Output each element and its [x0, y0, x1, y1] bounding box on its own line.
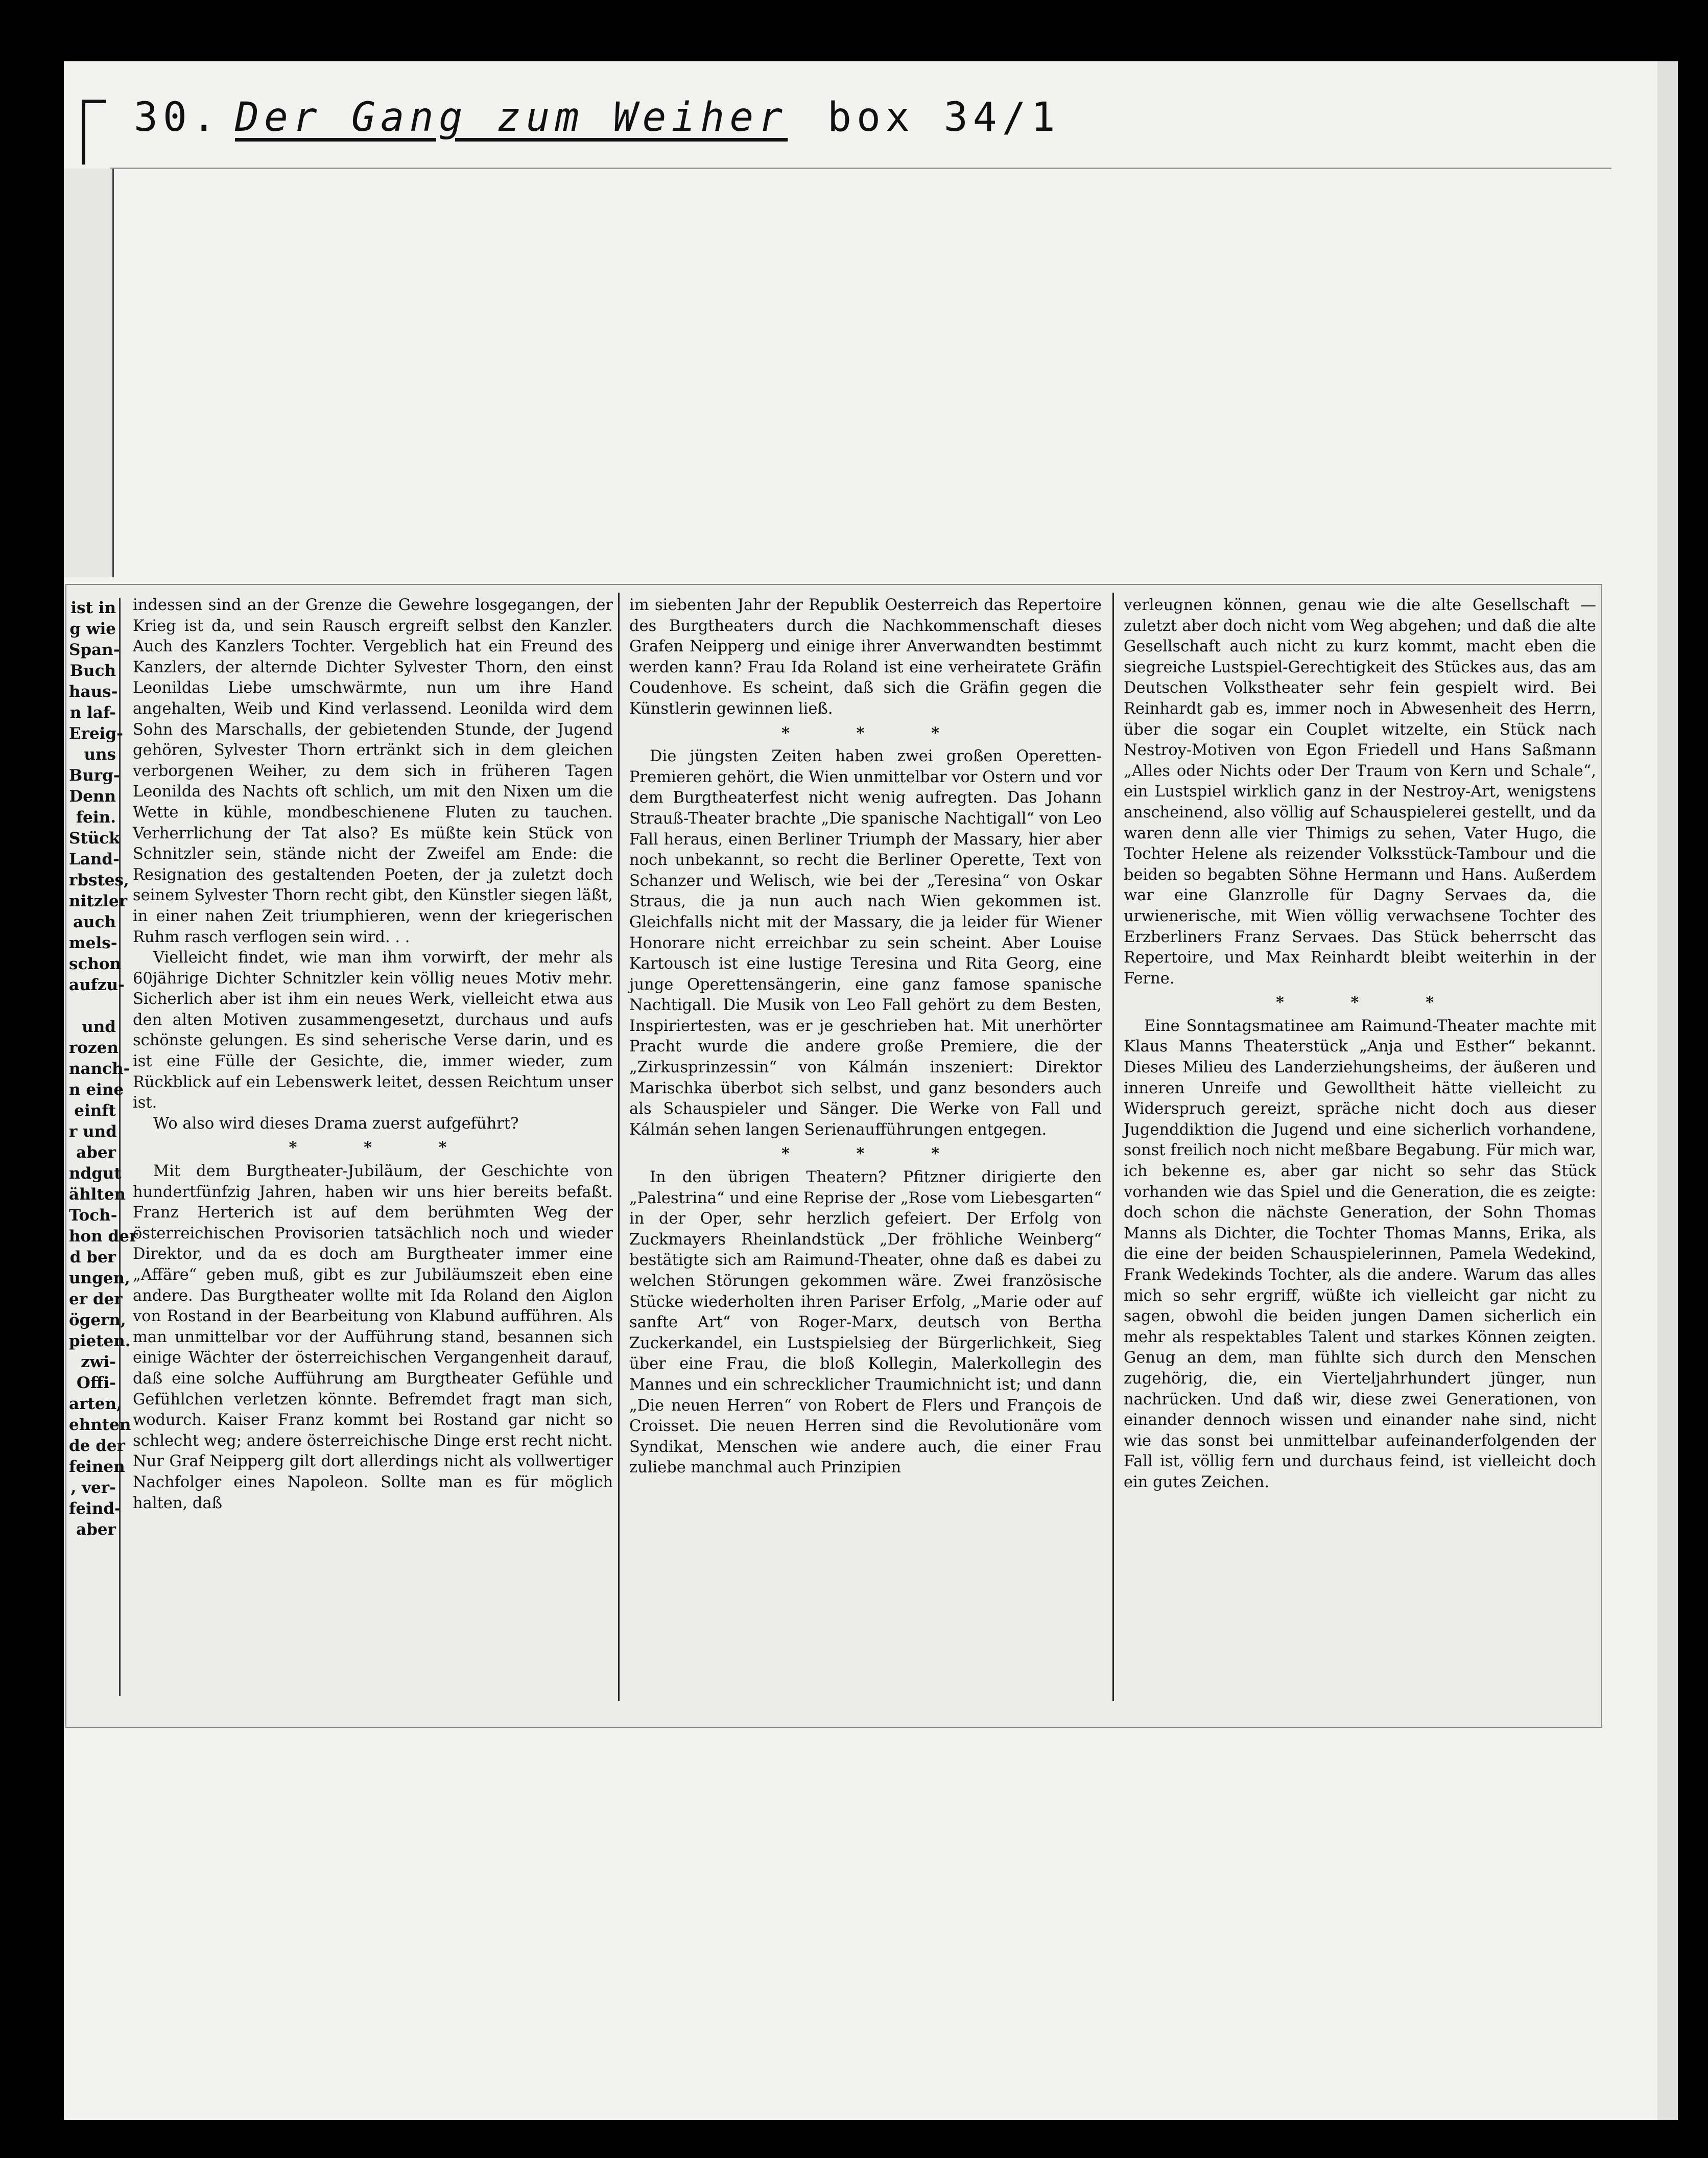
column-divider — [618, 593, 620, 1701]
article-paragraph: Mit dem Burgtheater-Jubiläum, der Geschichte von hundertfünfzig Jahren, haben wir uns hier bereits befaßt. Franz Herterich ist auf dem berühmten Weg der österreichischen Provisorien tatsächlich noch und wieder Direktor, und da es doch am Burgtheater immer eine „Affäre“ geben muß, gibt es zur Jubiläumszeit eben eine andere. Das Burgtheater wollte mit Ida Roland den Aiglon von Rostand in der Bearbeitung von Klabund aufführen. Als man unmittelbar vor der Aufführung stand, besannen sich einige Wächter der österreichischen Vergangenheit darauf, daß eine solche Aufführung am Burgtheater Gefühle und Gefühlchen verletzen könnte. Befremdet fragt man sich, wodurch. Kaiser Franz kommt bei Rostand gar nicht so schlecht weg; andere österreichische Dinge erst recht nicht. Nur Graf Neipperg gilt dort allerdings nicht als vollwertiger Nachfolger eines Napoleon. Sollte man es für möglich halten, daß — [133, 1162, 613, 1512]
fragment-line: einft — [74, 1101, 116, 1120]
fragment-line: und — [82, 1018, 116, 1036]
article-column-1 — [133, 595, 613, 1704]
fragment-line: Land- — [69, 850, 120, 869]
fragment-line: rbstes, — [69, 871, 129, 889]
fragment-line: pieten. — [69, 1332, 131, 1350]
fragment-line — [69, 996, 119, 1017]
fragment-line: ehnten — [69, 1416, 131, 1434]
article-column-3 — [1124, 595, 1596, 1704]
fragment-line: rozen — [69, 1039, 118, 1057]
fragment-line: auch — [73, 913, 116, 931]
fragment-line: Offi- — [76, 1374, 116, 1392]
fragment-line: Toch- — [69, 1206, 117, 1225]
fragment-line: feinen — [69, 1458, 125, 1476]
fragment-line: nanch- — [69, 1060, 130, 1078]
article-column-2 — [629, 595, 1102, 1704]
article-paragraph: indessen sind an der Grenze die Gewehre losgegangen, der Krieg ist da, und sein Rausch ergreift selbst den Kanzler. Auch des Kanzlers Tochter. Vergeblich hat ein Freund des Kanzlers, der alternde Dichter Sylvester Thorn, den einst Leonildas Liebe umschwärmte, nun um ihre Hand angehalten, Weib und Kind verlassend. Leonilda wird dem Sohn des Marschalls, der gebietenden Stunde, der Jugend gehören, Sylvester Thorn ertränkt sich in dem gleichen verborgenen Weiher, zu dem sich in früheren Tagen Leonilda des Nachts oft schlich, um mit den Nixen um die Wette in kühle, mondbeschienene Fluten zu tauchen. Verherrlichung der Tat also? Es müßte kein Stück von Schnitzler sein, stände nicht der Zweifel am Ende: die Resignation des gestaltenden Poeten, der ja zuletzt doch seinem Sylvester Thorn recht gibt, den Künstler siegen läßt, in einer nahen Zeit triumphieren, wenn der kriegerischen Ruhm rasch verflogen sein wird. . . — [133, 596, 613, 946]
fragment-line: schon — [69, 955, 122, 973]
fragment-line: hon der — [69, 1227, 138, 1246]
fragment-line: fein. — [76, 808, 116, 827]
fragment-line: ögern, — [69, 1311, 126, 1329]
archive-number: 30. — [134, 95, 221, 140]
fragment-line: haus- — [69, 683, 118, 701]
fragment-line: Burg- — [69, 766, 120, 785]
fragment-line: zwi- — [81, 1353, 116, 1371]
fragment-line: d ber — [69, 1248, 116, 1266]
torn-column-fragment — [69, 598, 138, 1696]
article-paragraph: im siebenten Jahr der Republik Oesterreich das Repertoire des Burgtheaters durch die Nachkommenschaft dieses Grafen Neipperg und einige ihrer Anverwandten bestimmt werden kann? Frau Ida Roland ist eine verheiratete Gräfin Coudenhove. Es scheint, daß sich die Gräfin gegen die Künstlerin gewinnen ließ. — [629, 596, 1102, 718]
section-separator: * * * — [1275, 993, 1465, 1012]
corner-mark — [82, 100, 106, 165]
fragment-line: aber — [76, 1520, 116, 1539]
fragment-line: n laf- — [69, 703, 116, 722]
fragment-line: ungen, — [69, 1269, 130, 1287]
fragment-line: nitzler — [69, 892, 128, 910]
fragment-line: aufzu- — [69, 976, 125, 994]
fragment-line: feind- — [69, 1499, 121, 1518]
fragment-line: g wie — [69, 620, 116, 638]
fragment-line: uns — [84, 745, 116, 764]
fragment-line: Buch — [69, 662, 116, 680]
article-paragraph: Die jüngsten Zeiten haben zwei großen Operetten-Premieren gehört, die Wien unmittelbar vor Ostern und vor dem Burgtheaterfest nicht wenig aufregten. Das Johann Strauß-Theater brachte „Die spanische Nachtigall“ von Leo Fall heraus, einen Berliner Triumph der Massary, hier aber noch unbekannt, so recht die Berliner Operette, Text von Schanzer und Welisch, wie bei der „Teresina“ von Oskar Straus, die ja nun auch nach Wien gekommen ist. Gleichfalls nicht mit der Massary, die ja leider für Wiener Honorare nicht erreichbar zu sein scheint. Aber Louise Kartousch ist eine lustige Teresina und Rita Georg, eine junge Operettensängerin, eine ganz famose spanische Nachtigall. Die Musik von Leo Fall gehört zu dem Besten, Inspiriertesten, was er je geschrieben hat. Mit unerhörter Pracht wurde die andere große Premiere, die der „Zirkusprinzessin“ von Kálmán inszeniert: Direktor Marischka überbot sich selbst, und ganz besonders auch als Schauspieler und Sänger. Die Werke von Fall und Kálmán sehen langen Serienaufführungen entgegen. — [629, 747, 1102, 1139]
column-divider — [1112, 593, 1114, 1701]
fragment-line: arten, — [69, 1395, 122, 1413]
header-rule — [110, 168, 1611, 169]
fragment-line: mels- — [69, 934, 117, 952]
article-paragraph: Vielleicht findet, wie man ihm vorwirft, der mehr als 60jährige Dichter Schnitzler kein völlig neues Motiv mehr. Sicherlich aber ist ihm ein neues Werk, vielleicht etwa aus den alten Motiven zusammengesetzt, durchaus und aufs schönste gelungen. Es sind seherische Verse darin, und es ist eine Fülle der Gesichte, die, immer wieder, zum Rückblick auf ein Lebenswerk leitet, dessen Reichtum unser ist. — [133, 949, 613, 1112]
fragment-line: ählten — [69, 1185, 126, 1204]
fragment-line: de der — [69, 1437, 125, 1455]
fragment-line: ist in — [70, 599, 116, 617]
section-separator: * * * — [289, 1138, 478, 1157]
section-separator: * * * — [781, 1144, 970, 1163]
archive-title: Der Gang zum Weiher — [235, 95, 788, 140]
article-paragraph: Eine Sonntagsmatinee am Raimund-Theater machte mit Klaus Manns Theaterstück „Anja und Esther“ bekannt. Dieses Milieu des Landerziehungsheims, der äußeren und inneren Unreife und Gewolltheit hätte vielleicht zu Widerspruch gereizt, spräche nicht doch aus dieser Jugenddiktion die Jugend und eine sicherlich vorhandene, sonst freilich noch nicht meßbare Begabung. Für mich war, ich bekenne es, aber gar nicht so sehr das Stück vorhanden wie das Spiel und die Generation, die es zeigte: doch schon die nächste Generation, der Sohn Thomas Manns als Dichter, die Tochter Thomas Manns, Erika, als die eine der beiden Schauspielerinnen, Pamela Wedekind, Frank Wedekinds Tochter, als die andere. Warum das alles mich so sehr ergriff, wüßte ich vielleicht gar nicht zu sagen, obwohl die beiden jungen Damen sicherlich ein mehr als respektables Talent und starkes Können zeigten. Genug an dem, man fühlte sich durch den Menschen zugehörig, die, ein Vierteljahrhundert jünger, nun nachrücken. Und daß wir, diese zwei Generationen, von einander dennoch wissen und einander nahe sind, nicht wie das sonst bei unmittelbar aufeinanderfolgenden der Fall ist, völlig fern und durchaus feind, ist vielleicht doch ein gutes Zeichen. — [1124, 1017, 1596, 1491]
article-paragraph: Wo also wird dieses Drama zuerst aufgeführt? — [153, 1114, 519, 1133]
fragment-line: Denn — [69, 787, 116, 806]
archive-box-label: box 34/1 — [827, 95, 1060, 140]
fragment-line: aber — [76, 1143, 116, 1162]
fragment-line: ndgut — [69, 1164, 122, 1183]
underlying-clipping — [64, 169, 114, 577]
article-paragraph: verleugnen können, genau wie die alte Gesellschaft — zuletzt aber doch nicht vom Weg abgehen; und daß die alte Gesellschaft auch nicht zu kurz kommt, macht eben die siegreiche Lustspiel-Gerechtigkeit des Stückes aus, das am Deutschen Volkstheater sehr fein gespielt wird. Bei Reinhardt gab es, immer noch in Abwesenheit des Herrn, über die sogar ein Couplet witzelte, ein Stück nach Nestroy-Motiven von Egon Friedell und Hans Saßmann „Alles oder Nichts oder Der Traum von Kern und Schale“, ein Lustspiel wirklich ganz in der Nestroy-Art, wenigstens anscheinend, also völlig auf Schauspielerei gestellt, und da waren denn alle vier Thimigs zu sehen, Vater Hugo, die Tochter Helene als reizender Volksstück-Tambour und die beiden so begabten Söhne Hermann und Hans. Außerdem war eine Glanzrolle für Dagny Servaes da, die urwienerische, mit Wien völlig verwachsene Tochter des Erzberliners Franz Servaes. Das Stück beherrscht das Repertoire, und Max Reinhardt bleibt weiterhin in der Ferne. — [1124, 596, 1596, 988]
fragment-line: Stück — [69, 829, 120, 848]
fragment-line: n eine — [69, 1081, 124, 1099]
fragment-line: r und — [69, 1122, 117, 1141]
section-separator: * * * — [781, 723, 970, 742]
article-paragraph: In den übrigen Theatern? Pfitzner dirigierte den „Palestrina“ und eine Reprise der „Rose vom Liebesgarten“ in der Oper, sehr herzlich gefeiert. Der Erfolg von Zuckmayers Rheinlandstück „Der fröhliche Weinberg“ bestätigte sich am Raimund-Theater, ohne daß es dabei zu welchen Störungen gekommen wäre. Zwei französische Stücke wiederholten ihren Pariser Erfolg, „Marie oder auf sanfte Art“ von Roger-Marx, deutsch von Bertha Zuckerkandel, ein Lustspielsieg der Bürgerlichkeit, Sieg über eine Frau, die bloß Kollegin, Malerkollegin des Mannes und ein schrecklicher Traumichnicht ist; und dann „Die neuen Herren“ von Robert de Flers und François de Croisset. Die neuen Herren sind die Revolutionäre vom Syndikat, Menschen wie andere auch, die einer Frau zuliebe manchmal auch Prinzipien — [629, 1168, 1102, 1477]
fragment-line: , ver- — [70, 1479, 116, 1497]
fragment-line: Ereig- — [69, 724, 124, 743]
fragment-line: Span- — [69, 641, 120, 659]
sheet-edge — [1657, 61, 1678, 2120]
fragment-line: er der — [69, 1290, 123, 1308]
